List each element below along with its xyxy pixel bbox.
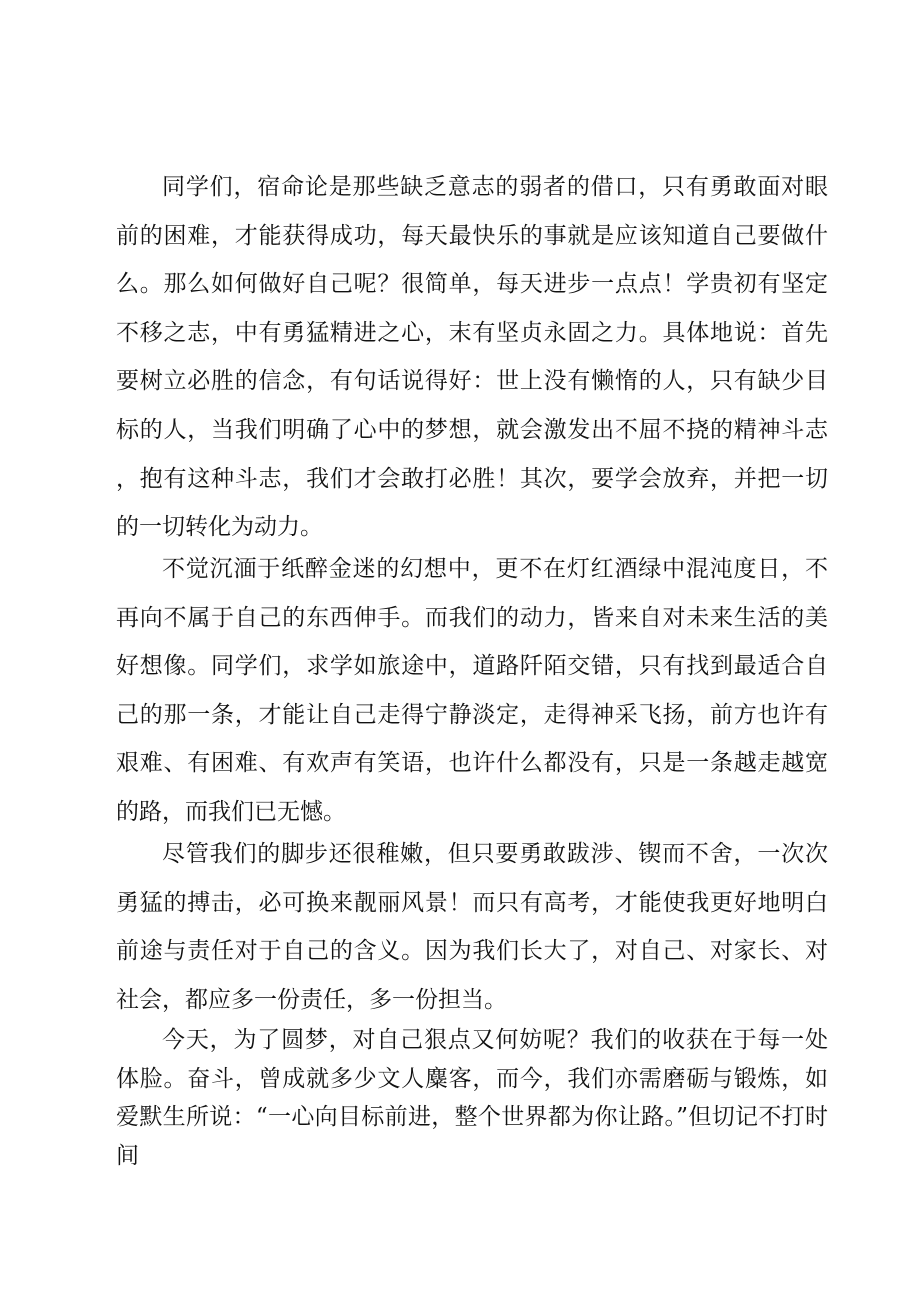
- paragraph-1: 同学们，宿命论是那些缺乏意志的弱者的借口，只有勇敢面对眼前的困难，才能获得成功，每天最快乐的事就是应该知道自己要做什么。那么如何做好自己呢？很简单，每天进步一点点！学贵初有坚定不移之志，中有勇猛精进之心，末有坚贞永固之力。具体地说：首先要树立必胜的信念，有句话说得好：世上没有懒惰的人，只有缺少目标的人，当我们明确了心中的梦想，就会激发出不屈不挠的精神斗志，抱有这种斗志，我们才会敢打必胜！其次，要学会放弃，并把一切的一切转化为动力。: [116, 174, 828, 541]
- paragraph-3: 尽管我们的脚步还很稚嫩，但只要勇敢跋涉、锲而不舍，一次次勇猛的搏击，必可换来靓丽风景！而只有高考，才能使我更好地明白前途与责任对于自己的含义。因为我们长大了，对自己、对家长、对社会，都应多一份责任，多一份担当。: [116, 841, 828, 1013]
- paragraph-2: 不觉沉湎于纸醉金迷的幻想中，更不在灯红酒绿中混沌度日，不再向不属于自己的东西伸手。而我们的动力，皆来自对未来生活的美好想像。同学们，求学如旅途中，道路阡陌交错，只有找到最适合自己的那一条，才能让自己走得宁静淡定，走得神采飞扬，前方也许有艰难、有困难、有欢声有笑语，也许什么都没有，只是一条越走越宽的路，而我们已无憾。: [116, 556, 828, 825]
- paragraph-4: 今天，为了圆梦，对自己狠点又何妨呢？我们的收获在于每一处体脸。奋斗，曾成就多少文人麋客，而今，我们亦需磨砺与锻炼，如爱默生所说：“一心向目标前进，整个世界都为你让路。”但切记不打时间: [116, 1027, 828, 1169]
